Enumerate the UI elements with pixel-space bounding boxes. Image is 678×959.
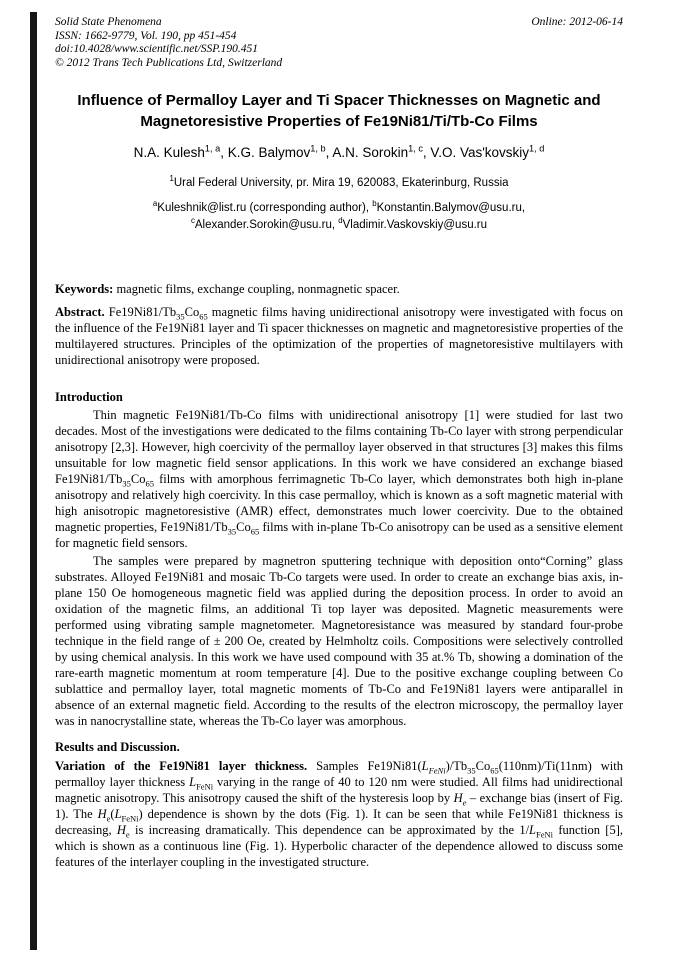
authors-line: N.A. Kulesh$^{1, a}$, K.G. Balymov$^{1, b}$, A.N. Sorokin$^{1, c}$, V.O. Vas'kovskiy$^{1, d}$: [133, 143, 545, 160]
online-date: Online: 2012-06-14: [531, 16, 623, 28]
doi-line: doi:10.4028/www.scientific.net/SSP.190.451: [55, 43, 259, 55]
page-edge-bar: [30, 12, 37, 950]
section-heading-introduction: Introduction: [55, 390, 123, 404]
copyright-line: © 2012 Trans Tech Publications Ltd, Switzerland: [55, 56, 283, 69]
section-heading-results: Results and Discussion.: [55, 740, 180, 754]
results-paragraph-1: Variation of the Fe19Ni81 layer thickness. Samples $Fe19Ni81(L_{FeNi})/Tb_{35}Co_{65}(110nm)/Ti(11nm)$ with permalloy layer thickness $L_{FeNi}$ varying in the range of 40 to 120 nm were studied. All films had unidirectional magnetic anisotropy. This anisotropy caused the shift of the hysteresis loop by $H_e$ – exchange bias (insert of Fig. 1). The $H_e(L_{FeNi})$ dependence is shown by the dots (Fig. 1). It can be seen that while Fe19Ni81 thickness is decreasing, $H_e$ is increasing dramatically. This dependence can be approximated by the $1/L_{FeNi}$ function [5], which is shown as a continuous line (Fig. 1). Hyperbolic character of the dependence allowed to discuss some features of the interlayer coupling in the investigated structure.: [55, 759, 624, 869]
affiliation-line: $^1$Ural Federal University, pr. Mira 19, 620083, Ekaterinburg, Russia: [169, 174, 509, 189]
journal-header: [55, 16, 623, 70]
emails-line-1: $^a$Kuleshnik@list.ru (corresponding author), $^b$Konstantin.Balymov@usu.ru,: [152, 199, 526, 214]
issn-line: ISSN: 1662-9779, Vol. 190, pp 451-454: [55, 29, 237, 42]
emails-line-2: $^c$Alexander.Sorokin@usu.ru, $^d$Vladimir.Vaskovskiy@usu.ru: [190, 215, 488, 231]
introduction-paragraph-2: The samples were prepared by magnetron sputtering technique with deposition onto“Corning” glass substrates. Alloyed Fe19Ni81 and mosaic Tb-Co targets were used. In order to create an exchange bias axis, in-plane 150 Oe homogeneous magnetic field was applied during the deposition process. In order to avoid an oxidation of the magnetic films, an additional Ti top layer was deposited. Magnetic measurements were performed using vibrating sample magnetometer. Magnetoresistance was measured by standard four-probe technique in the field range of ± 200 Oe, created by Helmholtz coils. Compositions were selectively controlled by using chemical analysis. In this work we have used compound with 35 at.% Tb, showing a domination of the rare-earth magnetic momentum at room temperature [4]. Due to the positive exchange coupling between Co sublattice and permalloy layer, total magnetic moments of Tb-Co and Fe19Ni81 layers were antiparallel in absence of an external magnetic field. According to the results of the electron microscopy, the permalloy layer was in nanocrystalline state, whereas the Tb-Co layer was amorphous.: [55, 554, 623, 728]
paper-title: Influence of Permalloy Layer and Ti Spacer Thicknesses on Magnetic and Magnetoresistive Properties of Fe19Ni81/Ti/Tb-Co Films: [77, 92, 601, 130]
emails-block: [55, 200, 623, 233]
introduction-paragraph-1: Thin magnetic Fe19Ni81/Tb-Co films with unidirectional anisotropy [1] were studied for last two decades. Most of the investigations were dedicated to the films containing Tb-Co layer with strong perpendicular anisotropy [2,3]. However, high coercivity of the permalloy layer observed in that structures [3] makes this films unsuitable for low magnetic field sensor applications. In this work we have considered an exchange biased $Fe19Ni81/Tb_{35}Co_{65}$ films with amorphous ferrimagnetic Tb-Co layer, which demonstrates both high in-plane anisotropy and relatively high coercivity. In this case permalloy, which is known as a soft magnetic material with high anisotropic magnetoresistive (AMR) effect, demonstrates much lower coercivity. Due to the obtained magnetic properties, $Fe19Ni81/Tb_{35}Co_{65}$ films with in-plane Tb-Co anisotropy can be used as a sensitive element for magnetic field sensors.: [55, 408, 623, 550]
abstract-paragraph: Abstract. $Fe19Ni81/Tb_{35}Co_{65}$ magnetic films having unidirectional anisotropy were investigated with focus on the influence of the Fe19Ni81 layer and Ti spacer thicknesses on magnetic and magnetoresistive properties of the multilayered structures. Principles of the optimization of the properties of magnetoresistive multilayers with unidirectional anisotropy were proposed.: [55, 305, 623, 367]
paper-page: [55, 16, 623, 870]
keywords-line: Keywords: magnetic films, exchange coupling, nonmagnetic spacer.: [55, 282, 400, 296]
journal-name: Solid State Phenomena: [55, 16, 162, 28]
